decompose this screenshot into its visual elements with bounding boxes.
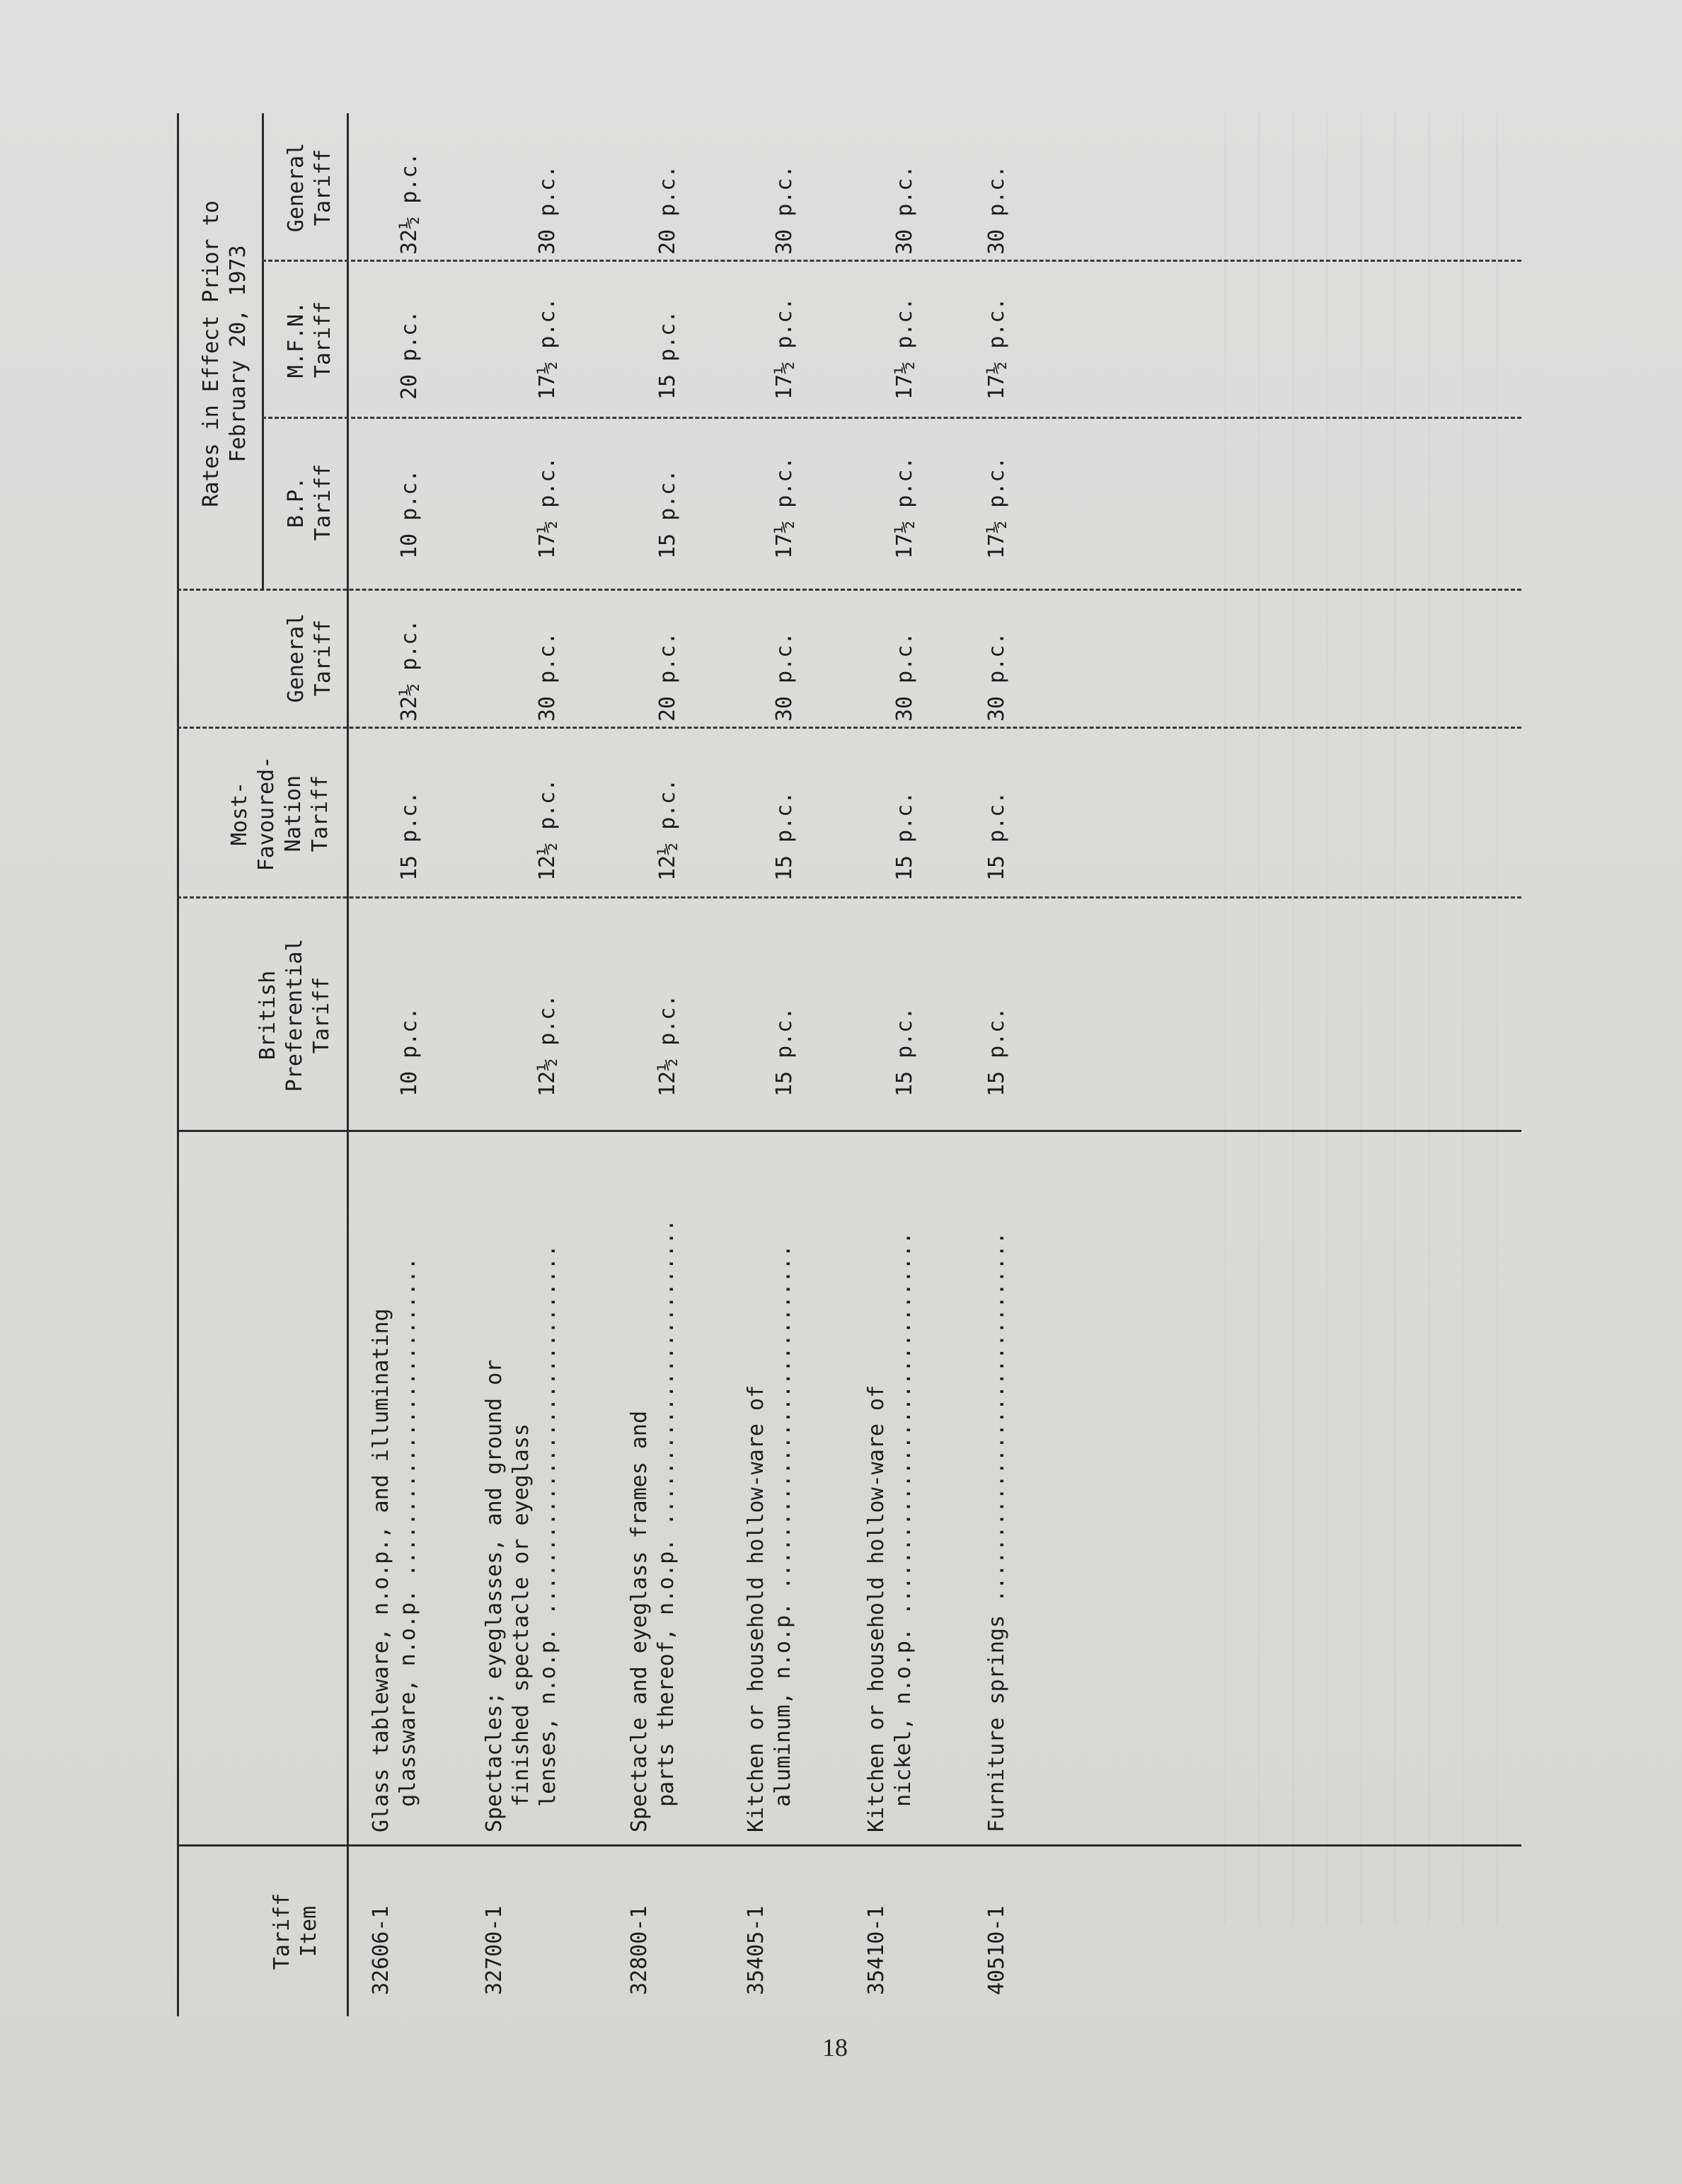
table-row-prior-bp: 17½ p.c.: [772, 456, 797, 559]
rotated-tariff-table: [177, 113, 1521, 2016]
table-row-bpt: 12½ p.c.: [535, 994, 560, 1097]
header-mfn: Most- Favoured- Nation Tariff: [227, 756, 333, 872]
table-row-gen: 20 p.c.: [655, 632, 680, 722]
table-row-gen: 32½ p.c.: [397, 619, 422, 722]
col-sep-prior-bp: [262, 417, 1521, 419]
table-row-item: 35405-1: [744, 1905, 768, 1995]
table-row-mfn: 15 p.c.: [984, 791, 1009, 881]
col-sep-item: [177, 1844, 1521, 1847]
table-row-prior-mfn: 17½ p.c.: [892, 297, 917, 400]
table-row-description: Glass tableware, n.o.p., and illuminating glassware, n.o.p. .........................: [369, 1257, 420, 1832]
table-row-bpt: 15 p.c.: [892, 1007, 917, 1097]
col-sep-bpt: [177, 896, 1521, 899]
table-row-prior-bp: 10 p.c.: [397, 469, 422, 559]
table-row-bpt: 15 p.c.: [772, 1007, 797, 1097]
table-row-description: Furniture springs .............................: [984, 1232, 1009, 1832]
header-prior-general: General Tariff: [284, 142, 335, 233]
table-row-prior-mfn: 17½ p.c.: [772, 297, 797, 400]
header-prior-bp: B.P. Tariff: [284, 463, 335, 541]
table-row-prior-mfn: 20 p.c.: [397, 310, 422, 400]
table-row-gen: 30 p.c.: [892, 632, 917, 722]
table-row-prior-mfn: 17½ p.c.: [984, 297, 1009, 400]
table-row-prior-gen: 32½ p.c.: [397, 152, 422, 255]
col-sep-mfn: [177, 727, 1521, 729]
table-row-item: 32700-1: [482, 1905, 507, 1995]
table-row-mfn: 15 p.c.: [892, 791, 917, 881]
table-top-rule: [177, 113, 179, 2016]
table-row-bpt: 12½ p.c.: [655, 994, 680, 1097]
header-prior-mfn: M.F.N. Tariff: [284, 301, 335, 379]
table-row-description: Kitchen or household hollow-ware of nickel, n.o.p. ..............................: [864, 1232, 916, 1832]
table-row-description: Spectacles; eyeglasses, and ground or finished spectacle or eyeglass lenses, n.o.p. .............................: [482, 1244, 560, 1832]
header-tariff-item: Tariff Item: [270, 1893, 321, 1970]
table-row-item: 32606-1: [369, 1905, 393, 1995]
table-row-prior-gen: 30 p.c.: [772, 165, 797, 255]
table-row-item: 35410-1: [864, 1905, 889, 1995]
table-row-item: 40510-1: [984, 1905, 1009, 1995]
table-row-prior-bp: 17½ p.c.: [892, 456, 917, 559]
table-row-prior-mfn: 15 p.c.: [655, 310, 680, 400]
table-row-prior-gen: 30 p.c.: [984, 165, 1009, 255]
header-rule: [347, 113, 349, 2016]
table-row-item: 32800-1: [627, 1905, 652, 1995]
table-row-prior-mfn: 17½ p.c.: [535, 297, 560, 400]
table-row-prior-gen: 20 p.c.: [655, 165, 680, 255]
table-row-mfn: 15 p.c.: [397, 791, 422, 881]
table-row-prior-gen: 30 p.c.: [535, 165, 560, 255]
header-general: General Tariff: [284, 613, 335, 703]
col-sep-desc: [177, 1130, 1521, 1132]
table-row-mfn: 12½ p.c.: [535, 778, 560, 881]
header-british-preferential: British Preferential Tariff: [255, 938, 334, 1092]
table-row-prior-bp: 17½ p.c.: [984, 456, 1009, 559]
header-rates-prior: Rates in Effect Prior to February 20, 1973: [199, 200, 250, 507]
table-row-gen: 30 p.c.: [984, 632, 1009, 722]
page-number: 18: [822, 2033, 848, 2062]
table-row-gen: 30 p.c.: [772, 632, 797, 722]
col-sep-prior-mfn: [262, 260, 1521, 262]
table-row-prior-bp: 15 p.c.: [655, 469, 680, 559]
table-row-description: Spectacle and eyeglass frames and parts thereof, n.o.p. ........................: [627, 1219, 679, 1832]
table-row-bpt: 15 p.c.: [984, 1007, 1009, 1097]
table-row-bpt: 10 p.c.: [397, 1007, 422, 1097]
table-row-mfn: 15 p.c.: [772, 791, 797, 881]
prior-subheader-rule: [262, 113, 264, 591]
table-row-description: Kitchen or household hollow-ware of aluminum, n.o.p. ...........................: [744, 1244, 795, 1832]
table-row-mfn: 12½ p.c.: [655, 778, 680, 881]
col-sep-gen: [177, 589, 1521, 591]
table-row-prior-gen: 30 p.c.: [892, 165, 917, 255]
table-row-prior-bp: 17½ p.c.: [535, 456, 560, 559]
table-row-gen: 30 p.c.: [535, 632, 560, 722]
